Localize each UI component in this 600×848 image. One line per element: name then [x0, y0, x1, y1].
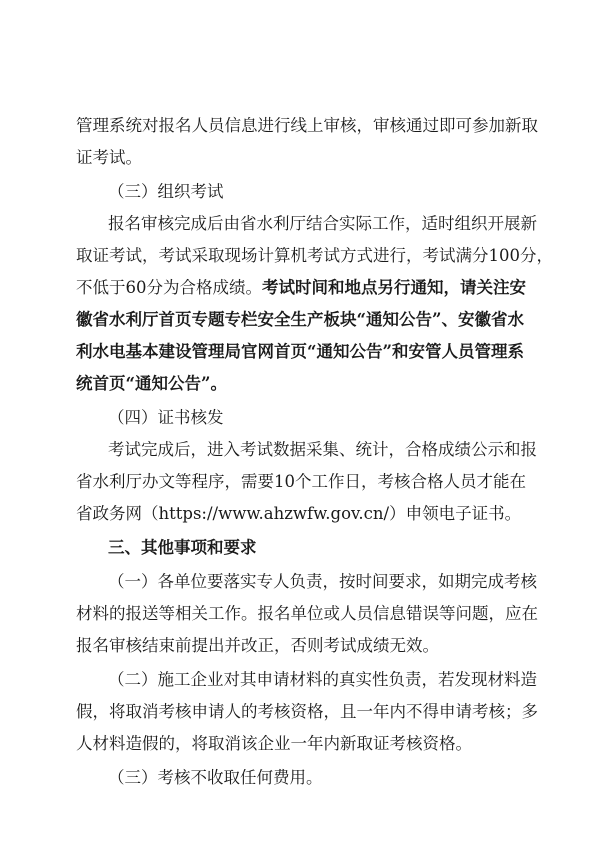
paragraph-line: 取证考试，考试采取现场计算机考试方式进行，考试满分100分， [76, 246, 553, 265]
paragraph-text: 不低于60分为合格成绩。 [76, 278, 262, 297]
paragraph-line: （三）考核不收取任何费用。 [108, 768, 323, 787]
paragraph-line: 证考试。 [76, 148, 142, 167]
section-title-certificate-issue: （四）证书核发 [108, 408, 224, 427]
paragraph-line: （一）各单位要落实专人负责，按时间要求，如期完成考核 [108, 572, 537, 591]
paragraph-line: （二）施工企业对其申请材料的真实性负责，若发现材料造 [108, 670, 537, 689]
bold-notice-line: 统首页“通知公告”。 [76, 374, 227, 393]
paragraph-line: 报名审核完成后由省水利厅结合实际工作，适时组织开展新 [108, 214, 537, 233]
paragraph-line: 报名审核结束前提出并改正，否则考试成绩无效。 [76, 636, 439, 655]
paragraph-line [76, 274, 536, 302]
paragraph-line: 省水利厅办文等程序，需要10个工作日，考核合格人员才能在 [76, 472, 526, 491]
paragraph-line: 假，将取消考核申请人的考核资格，且一年内不得申请考核；多 [76, 702, 538, 721]
paragraph-line: 考试完成后，进入考试数据采集、统计，合格成绩公示和报 [108, 440, 537, 459]
bold-notice-line: 徽省水利厅首页专题专栏安全生产板块“通知公告”、安徽省水 [76, 310, 524, 329]
paragraph-line: 管理系统对报名人员信息进行线上审核，审核通过即可参加新取 [76, 116, 538, 135]
heading-other-matters: 三、其他事项和要求 [108, 538, 257, 557]
section-title-organize-exam: （三）组织考试 [108, 182, 224, 201]
bold-notice-text: 考试时间和地点另行通知，请关注安 [262, 278, 526, 297]
paragraph-line: 省政务网（https://www.ahzwfw.gov.cn/）申领电子证书。 [76, 504, 522, 523]
bold-notice-line: 利水电基本建设管理局官网首页“通知公告”和安管人员管理系 [76, 342, 524, 361]
paragraph-line: 人材料造假的，将取消该企业一年内新取证考核资格。 [76, 734, 472, 753]
paragraph-line: 材料的报送等相关工作。报名单位或人员信息错误等问题，应在 [76, 604, 538, 623]
